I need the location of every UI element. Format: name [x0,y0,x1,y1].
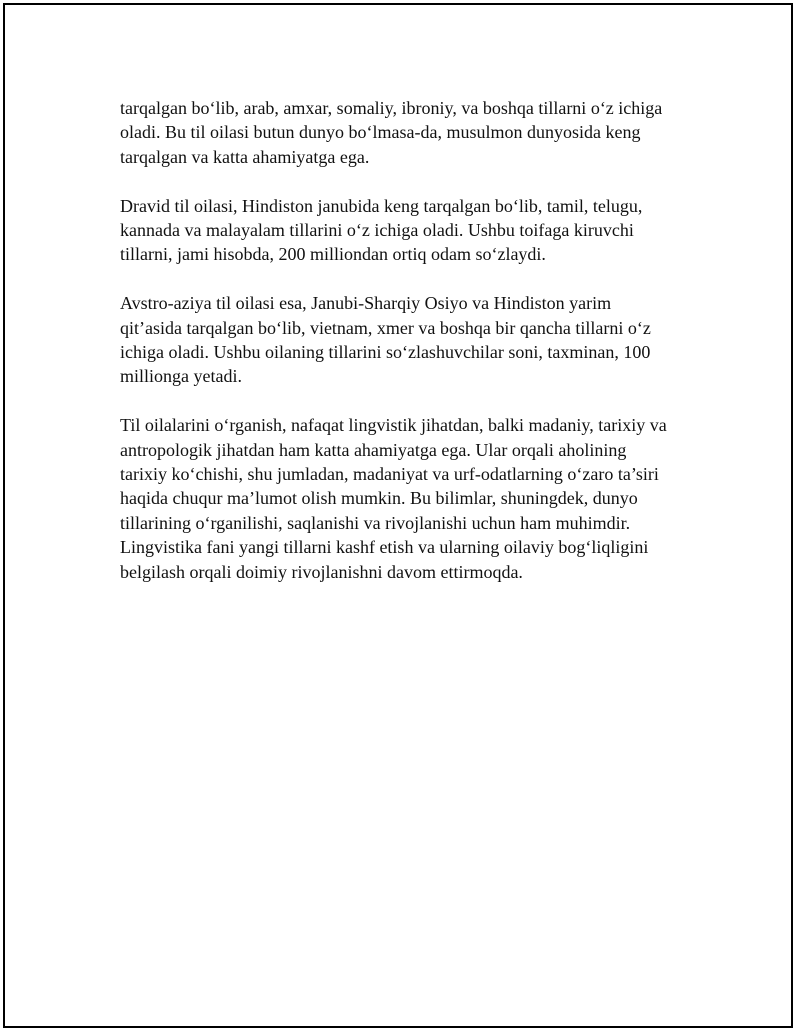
document-body [120,96,710,608]
paragraph-dravidian: Dravid til oilasi, Hindiston janubida keng tarqalgan bo‘lib, tamil, telugu, kannada va malayalam tillarini o‘z ichiga oladi. Ushbu toifaga kiruvchi tillarni, jami hisobda, 200 milliondan ortiq odam so‘zlaydi. [120,195,643,265]
paragraph-conclusion: Til oilalarini o‘rganish, nafaqat lingvistik jihatdan, balki madaniy, tarixiy va antropologik jihatdan ham katta ahamiyatga ega. Ular orqali aholining tarixiy ko‘chishi, shu jumladan, madaniyat va urf-odatlarning o‘zaro ta’siri haqida chuqur ma’lumot olish mumkin. Bu bilimlar, shuningdek, dunyo tillarining o‘rganilishi, saqlanishi va rivojlanishi uchun ham muhimdir. Lingvistika fani yangi tillarni kashf etish va ularning oilaviy bog‘liqligini belgilash orqali doimiy rivojlanishni davom ettirmoqda. [120,415,667,582]
document-page [3,3,793,1028]
paragraph-austroasiatic: Avstro-aziya til oilasi esa, Janubi-Sharqiy Osiyo va Hindiston yarim qit’asida tarqalgan bo‘lib, vietnam, xmer va boshqa bir qancha tillarni o‘z ichiga oladi. Ushbu oilaning tillarini so‘zlashuvchilar soni, taxminan, 100 millionga yetadi. [120,293,651,387]
paragraph-afroasiatic-continuation: tarqalgan bo‘lib, arab, amxar, somaliy, ibroniy, va boshqa tillarni o‘z ichiga oladi. Bu til oilasi butun dunyo bo‘lmasa-da, musulmon dunyosida keng tarqalgan va katta ahamiyatga ega. [120,98,663,167]
